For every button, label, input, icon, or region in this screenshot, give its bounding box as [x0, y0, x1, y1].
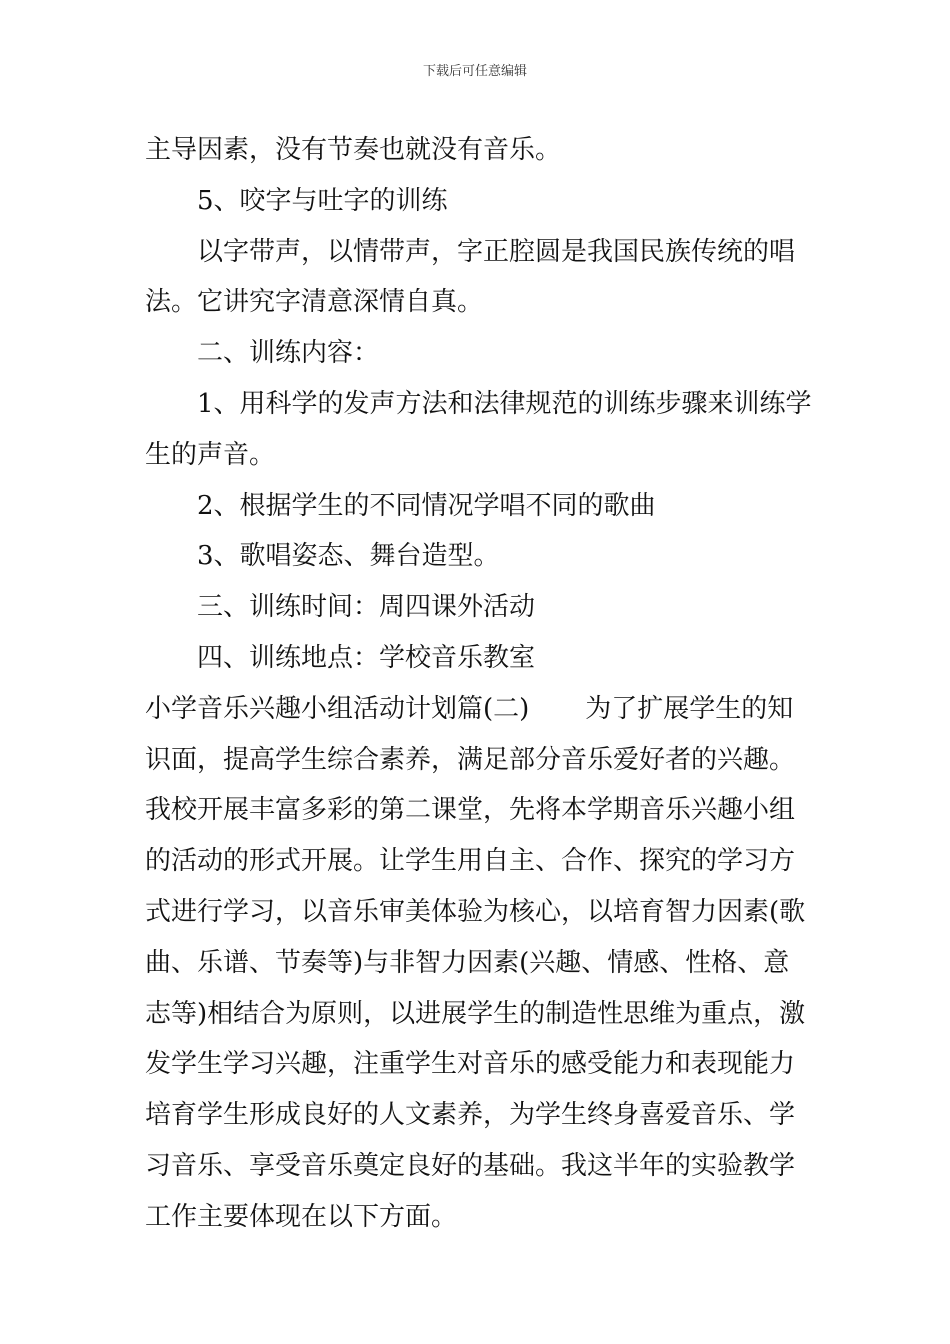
text-line: 式进行学习，以音乐审美体验为核心，以培育智力因素(歌 — [145, 896, 806, 927]
text-line: 2、根据学生的不同情况学唱不同的歌曲 — [197, 490, 656, 521]
section-heading: 二、训练内容： — [197, 338, 380, 369]
text-line: 曲、乐谱、节奏等)与非智力因素(兴趣、情感、性格、意 — [145, 947, 790, 978]
text-line: 生的声音。 — [145, 439, 276, 470]
section-heading: 四、训练地点：学校音乐教室 — [197, 642, 536, 673]
text-line: 以字带声，以情带声，字正腔圆是我国民族传统的唱 — [197, 236, 796, 267]
text-line: 识面，提高学生综合素养，满足部分音乐爱好者的兴趣。 — [145, 744, 796, 775]
text-line: 3、歌唱姿态、舞台造型。 — [197, 541, 500, 572]
text-line: 我校开展丰富多彩的第二课堂，先将本学期音乐兴趣小组 — [145, 795, 796, 826]
text-line: 主导因素，没有节奏也就没有音乐。 — [145, 135, 562, 165]
text-line: 的活动的形式开展。让学生用自主、合作、探究的学习方 — [145, 846, 796, 877]
text-line: 习音乐、享受音乐奠定良好的基础。我这半年的实验教学 — [145, 1150, 796, 1181]
text-line: 培育学生形成良好的人文素养，为学生终身喜爱音乐、学 — [145, 1100, 796, 1131]
text-line-with-title — [145, 684, 810, 735]
text-line: 1、用科学的发声方法和法律规范的训练步骤来训练学 — [197, 388, 812, 419]
page-header: 下载后可任意编辑 — [422, 64, 527, 79]
text-line: 发学生学习兴趣，注重学生对音乐的感受能力和表现能力 — [145, 1049, 796, 1080]
text-line: 5、咬字与吐字的训练 — [197, 185, 448, 216]
section-title: 小学音乐兴趣小组活动计划篇(二) — [145, 693, 530, 724]
section-heading: 三、训练时间：周四课外活动 — [197, 592, 536, 623]
document-body — [145, 125, 810, 1243]
text-line-tail: 为了扩展学生的知 — [585, 693, 794, 724]
text-line: 工作主要体现在以下方面。 — [145, 1201, 458, 1232]
text-line: 志等)相结合为原则，以进展学生的制造性思维为重点，激 — [145, 998, 806, 1029]
text-line: 法。它讲究字清意深情自真。 — [145, 287, 484, 318]
